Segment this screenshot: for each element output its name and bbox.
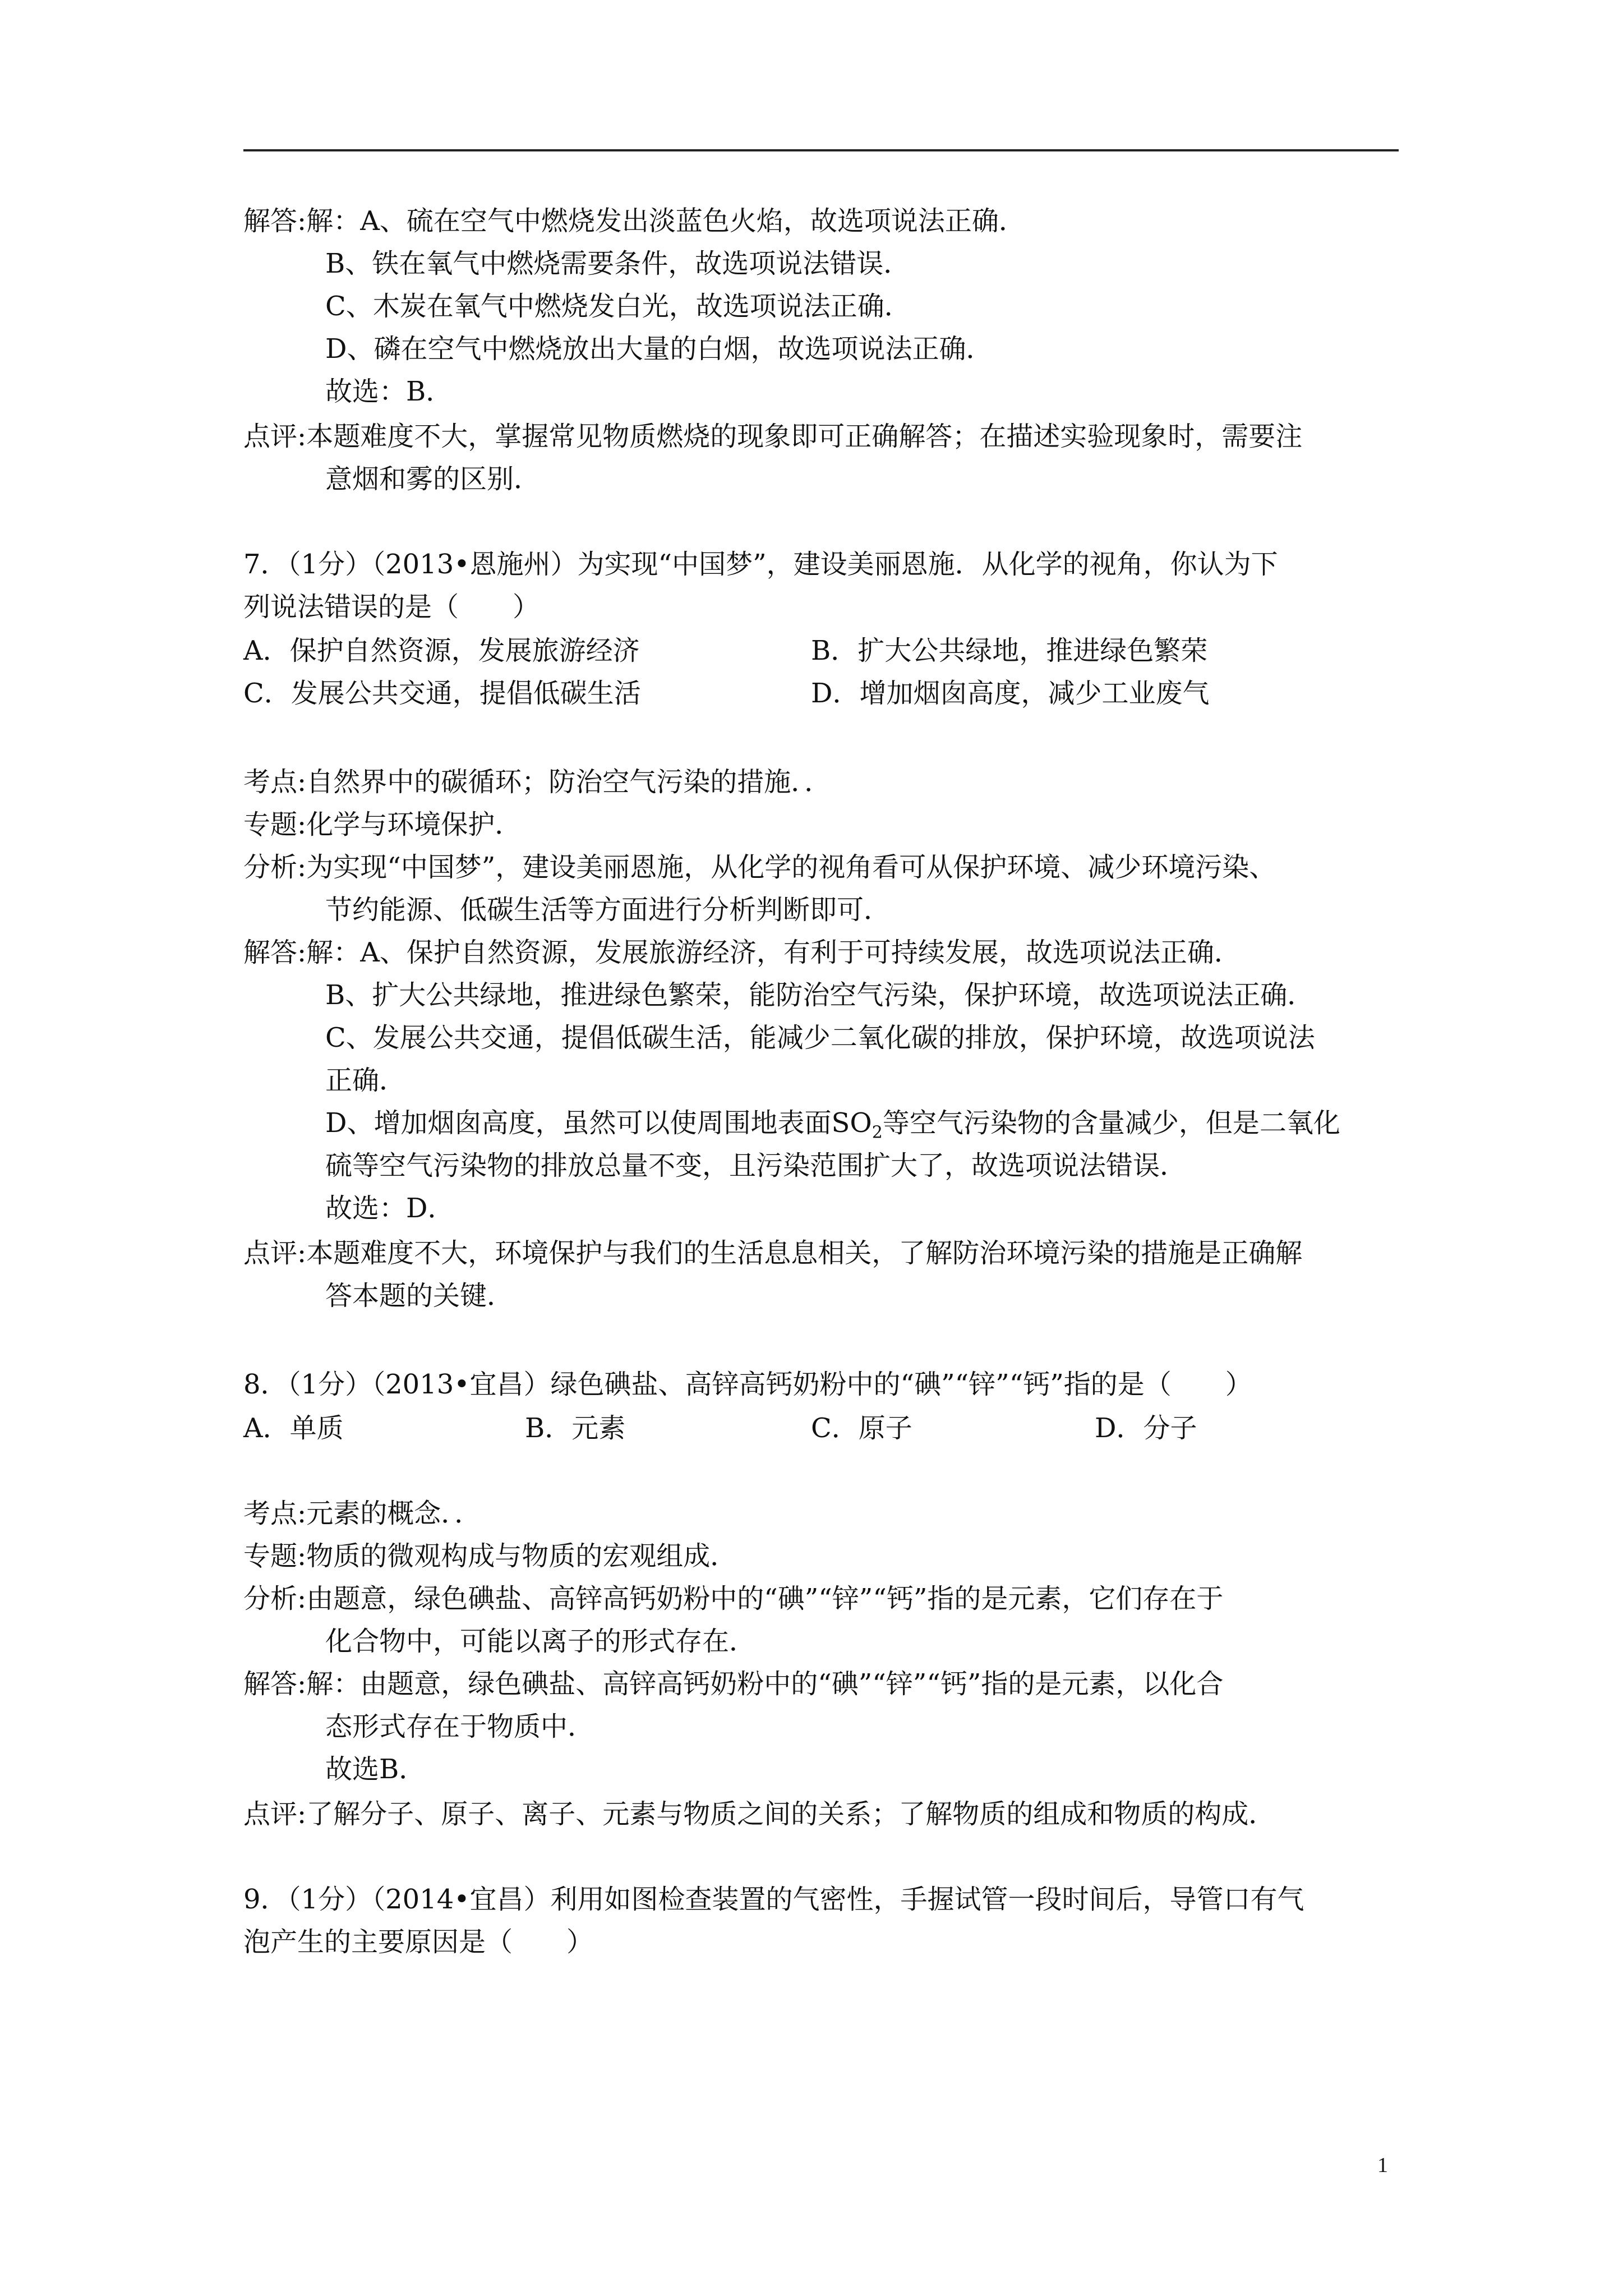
q7-answer-line-2: B、扩大公共绿地，推进绿色繁荣，能防治空气污染，保护环境，故选项说法正确． — [325, 979, 1315, 1011]
q6-answer-label: 解答: — [243, 205, 307, 237]
q7-answer-line-4: 正确． — [325, 1065, 407, 1096]
q7-fenxi-line-1: 分析:为实现“中国梦”，建设美丽恩施，从化学的视角看可从保护环境、减少环境污染、 — [243, 852, 1276, 883]
q7-comment-line-2: 答本题的关键． — [325, 1280, 514, 1312]
q6-answer-line-4: D、磷在空气中燃烧放出大量的白烟，故选项说法正确． — [325, 333, 993, 365]
q6-comment-line-2: 意烟和雾的区别． — [325, 463, 541, 495]
q9-stem-line-2: 泡产生的主要原因是（ ） — [243, 1926, 594, 1958]
header-rule — [243, 149, 1399, 151]
q7-fenxi-label: 分析: — [243, 852, 307, 883]
q8-option-b: B．元素 — [525, 1412, 626, 1444]
q7-kaodian: 考点:自然界中的碳循环；防治空气污染的措施．． — [243, 766, 832, 798]
q7-option-a: A．保护自然资源，发展旅游经济 — [243, 635, 640, 666]
q8-answer-line-1: 解答:解：由题意，绿色碘盐、高锌高钙奶粉中的“碘”“锌”“钙”指的是元素，以化合 — [243, 1668, 1224, 1700]
q7-answer-line-1: 解答:解：A、保护自然资源，发展旅游经济，有利于可持续发展，故选项说法正确． — [243, 937, 1241, 968]
q7-stem-line-1: 7．（1分）（2013•恩施州）为实现“中国梦”，建设美丽恩施．从化学的视角，你认为下 — [243, 549, 1278, 580]
q7-answer-line-5: D、增加烟囱高度，虽然可以使周围地表面$SO_2$等空气污染物的含量减少，但是二氧化 — [325, 1107, 1340, 1143]
q6-comment-line-1: 点评:本题难度不大，掌握常见物质燃烧的现象即可正确解答；在描述实验现象时，需要注 — [243, 421, 1303, 452]
so2-subscript: 2 — [872, 1122, 883, 1143]
q8-answer-line-3: 故选B． — [325, 1754, 426, 1785]
q7-stem-line-2: 列说法错误的是（ ） — [243, 591, 540, 623]
q6-answer-line-5: 故选：B． — [325, 376, 453, 407]
q7-option-b: B．扩大公共绿地，推进绿色繁荣 — [811, 635, 1208, 666]
q8-option-a: A．单质 — [243, 1412, 344, 1444]
q6-answer-line-3: C、木炭在氧气中燃烧发白光，故选项说法正确． — [325, 291, 911, 322]
q8-comment: 点评:了解分子、原子、离子、元素与物质之间的关系；了解物质的组成和物质的构成． — [243, 1798, 1276, 1830]
q8-answer-line-2: 态形式存在于物质中． — [325, 1711, 595, 1742]
q7-answer-line-3: C、发展公共交通，提倡低碳生活，能减少二氧化碳的排放，保护环境，故选项说法 — [325, 1022, 1315, 1053]
q8-option-c: C．原子 — [811, 1412, 912, 1444]
q6-comment-label: 点评: — [243, 421, 307, 452]
q6-answer-line-2: B、铁在氧气中燃烧需要条件，故选项说法错误． — [325, 248, 911, 279]
q7-kaodian-label: 考点: — [243, 766, 307, 798]
q7-comment-line-1: 点评:本题难度不大，环境保护与我们的生活息息相关，了解防治环境污染的措施是正确解 — [243, 1237, 1303, 1269]
q8-zhuanti: 专题:物质的微观构成与物质的宏观组成． — [243, 1540, 737, 1572]
q8-zhuanti-label: 专题: — [243, 1540, 307, 1572]
q7-zhuanti-label: 专题: — [243, 809, 307, 840]
q7-answer-label: 解答: — [243, 937, 307, 968]
page-number: 1 — [1377, 2154, 1388, 2177]
q8-kaodian-label: 考点: — [243, 1498, 307, 1529]
q7-zhuanti: 专题:化学与环境保护． — [243, 809, 522, 840]
q7-answer-line-6: 硫等空气污染物的排放总量不变，且污染范围扩大了，故选项说法错误． — [325, 1150, 1187, 1181]
q8-option-d: D．分子 — [1095, 1412, 1197, 1444]
q8-stem: 8．（1分）（2013•宜昌）绿色碘盐、高锌高钙奶粉中的“碘”“锌”“钙”指的是（ ） — [243, 1369, 1252, 1400]
q7-comment-label: 点评: — [243, 1237, 307, 1269]
q8-kaodian: 考点:元素的概念．． — [243, 1498, 482, 1529]
q9-stem-line-1: 9．（1分）（2014•宜昌）利用如图检查装置的气密性，手握试管一段时间后，导管口有气 — [243, 1884, 1304, 1915]
q7-answer-line-7: 故选：D． — [325, 1193, 455, 1224]
q7-fenxi-line-2: 节约能源、低碳生活等方面进行分析判断即可． — [325, 894, 891, 926]
q7-option-d: D．增加烟囱高度，减少工业废气 — [811, 678, 1210, 709]
q8-fenxi-label: 分析: — [243, 1583, 307, 1614]
q6-answer-line-1: 解答:解：A、硫在空气中燃烧发出淡蓝色火焰，故选项说法正确． — [243, 205, 1026, 237]
q7-option-c: C．发展公共交通，提倡低碳生活 — [243, 678, 641, 709]
q8-fenxi-line-2: 化合物中，可能以离子的形式存在． — [325, 1626, 757, 1657]
q8-comment-label: 点评: — [243, 1798, 307, 1830]
q8-answer-label: 解答: — [243, 1668, 307, 1700]
q8-fenxi-line-1: 分析:由题意，绿色碘盐、高锌高钙奶粉中的“碘”“锌”“钙”指的是元素，它们存在于 — [243, 1583, 1224, 1614]
